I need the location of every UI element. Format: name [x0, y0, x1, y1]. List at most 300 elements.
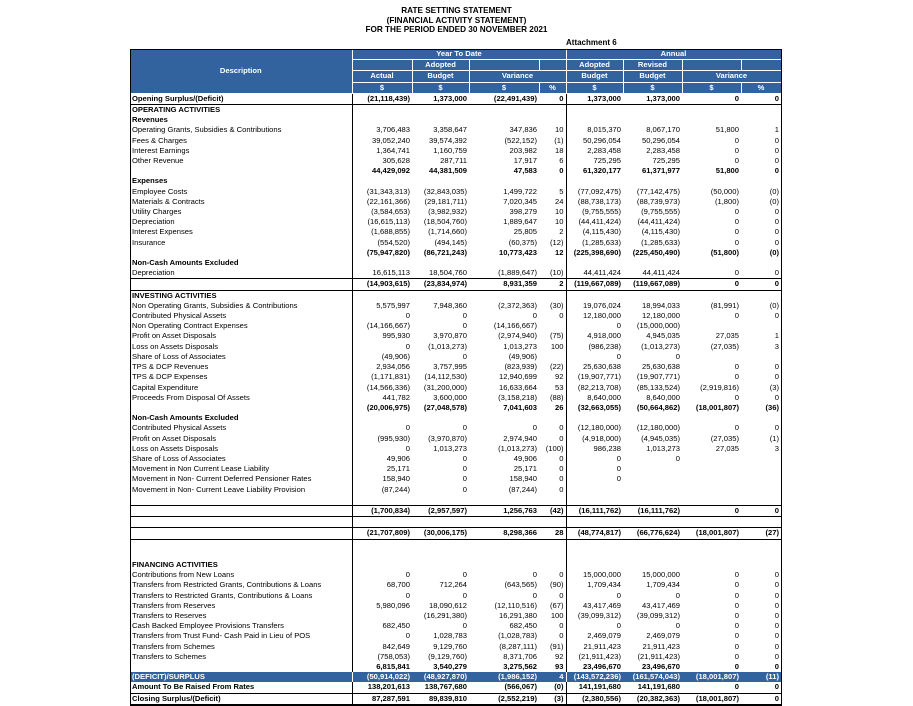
table-cell: (42): [539, 505, 566, 516]
table-cell: 0: [616, 474, 621, 484]
table-cell: (0): [769, 196, 779, 206]
table-row: [130, 672, 781, 682]
table-cell: 87,287,591: [352, 693, 412, 705]
table-cell: [682, 352, 741, 362]
table-cell: 0: [616, 590, 621, 600]
table-cell: 0: [774, 631, 779, 641]
attachment-label: Attachment 6: [566, 38, 617, 47]
annual-revised-label: Revised: [623, 60, 682, 71]
table-cell: 1,028,783: [433, 631, 467, 641]
table-cell: 3,275,562: [503, 661, 537, 671]
table-row: [130, 403, 781, 413]
table-cell: 1,373,000: [623, 93, 682, 104]
table-cell: 3,757,995: [433, 362, 467, 372]
table-cell: 0: [774, 372, 779, 382]
table-cell: [469, 517, 539, 528]
table-cell: (87,244): [508, 484, 537, 494]
row-description: Transfers to Schemes: [130, 652, 352, 662]
table-cell: 44,411,424: [642, 268, 680, 278]
table-row: [130, 279, 781, 290]
col-actual-header: Actual: [352, 71, 412, 82]
row-description: Share of Loss of Associates: [130, 352, 352, 362]
table-cell: 986,238: [593, 443, 621, 453]
unit-dollar: $: [682, 82, 741, 93]
table-cell: [566, 539, 623, 550]
table-cell: (2,974,940): [498, 331, 537, 341]
statement-title: RATE SETTING STATEMENT: [401, 6, 512, 15]
table-cell: [539, 517, 566, 528]
table-cell: [566, 105, 623, 116]
table-cell: [352, 115, 412, 125]
row-description: [130, 166, 352, 176]
col-ytd-header: Year To Date: [352, 49, 566, 60]
table-cell: [539, 413, 566, 423]
table-cell: 7,948,360: [433, 300, 467, 310]
table-cell: 27,035: [715, 331, 739, 341]
table-cell: (12,110,516): [494, 600, 537, 610]
table-cell: 21,911,423: [642, 641, 680, 651]
table-cell: 0: [734, 641, 739, 651]
table-cell: [469, 495, 539, 506]
table-cell: [412, 413, 469, 423]
table-cell: 44,429,092: [371, 166, 410, 176]
table-cell: [412, 539, 469, 550]
row-description: Non-Cash Amounts Excluded: [130, 413, 352, 423]
table-row: [130, 580, 781, 590]
table-cell: 0: [741, 279, 781, 290]
row-description: Other Revenue: [130, 156, 352, 166]
table-cell: 12,180,000: [641, 311, 680, 321]
table-cell: (16,615,113): [367, 217, 410, 227]
table-cell: 47,583: [513, 166, 537, 176]
table-cell: [623, 115, 682, 125]
table-row: [130, 136, 781, 146]
table-cell: (1,285,633): [582, 237, 621, 247]
table-cell: [352, 611, 412, 621]
table-cell: 100: [539, 611, 566, 621]
row-description: [130, 550, 352, 560]
table-cell: [682, 474, 741, 484]
table-cell: (1,028,783): [498, 631, 537, 641]
row-description: Insurance: [130, 238, 352, 248]
table-row: [130, 227, 781, 237]
table-cell: 49,906: [513, 453, 537, 463]
table-cell: [623, 560, 682, 570]
table-cell: [566, 176, 623, 186]
table-cell: 0: [675, 621, 680, 631]
table-cell: 61,320,177: [582, 166, 621, 176]
table-cell: 0: [774, 145, 779, 155]
table-row: [130, 528, 781, 539]
table-cell: 0: [774, 311, 779, 321]
table-cell: (20,006,975): [366, 402, 410, 412]
table-cell: 10: [539, 207, 566, 217]
table-cell: 93: [539, 662, 566, 672]
unit-dollar: $: [566, 82, 623, 93]
table-cell: 92: [539, 372, 566, 382]
table-cell: 0: [734, 621, 739, 631]
row-description: Profit on Asset Disposals: [130, 434, 352, 444]
table-cell: 0: [462, 453, 467, 463]
table-cell: 0: [774, 590, 779, 600]
table-cell: 0: [734, 372, 739, 382]
table-cell: 12,940,699: [498, 372, 537, 382]
table-cell: 50,296,054: [641, 135, 680, 145]
table-cell: 0: [734, 227, 739, 237]
row-description: [130, 539, 352, 550]
table-cell: (66,776,624): [623, 528, 682, 539]
row-description: TPS & DCP Expenses: [130, 372, 352, 382]
table-cell: 2,469,079: [646, 631, 680, 641]
table-cell: 0: [774, 682, 779, 692]
table-cell: 1,013,273: [433, 443, 467, 453]
table-cell: (2,380,556): [566, 693, 623, 705]
table-cell: 25,805: [513, 227, 537, 237]
table-cell: (44,411,424): [578, 217, 621, 227]
row-description: Movement in Non- Current Leave Liability Provision: [130, 485, 352, 495]
statement-period: FOR THE PERIOD ENDED 30 NOVEMBER 2021: [365, 25, 548, 35]
table-cell: [566, 258, 623, 268]
annual-adopted-label: Adopted: [566, 60, 623, 71]
row-description: Transfers from Schemes: [130, 642, 352, 652]
table-cell: (1,889,647): [498, 268, 537, 278]
table-row: [130, 560, 781, 570]
table-row: [130, 258, 781, 268]
table-cell: 16,633,664: [498, 382, 537, 392]
table-cell: [412, 105, 469, 116]
table-cell: [741, 105, 781, 116]
table-cell: 441,782: [382, 392, 410, 402]
table-cell: (823,939): [504, 362, 537, 372]
table-cell: 0: [682, 93, 741, 104]
table-cell: 712,264: [439, 580, 467, 590]
table-cell: 12,180,000: [582, 311, 621, 321]
table-cell: 1,373,000: [566, 93, 623, 104]
table-row: [130, 434, 781, 444]
table-cell: 0: [532, 311, 537, 321]
table-cell: (27,035): [710, 341, 739, 351]
table-row: [130, 464, 781, 474]
table-cell: [623, 464, 682, 474]
table-cell: [469, 115, 539, 125]
table-cell: 0: [774, 570, 779, 580]
table-cell: 1,013,273: [503, 341, 537, 351]
table-cell: (21,911,423): [578, 651, 621, 661]
table-cell: (81,991): [710, 300, 739, 310]
table-cell: 0: [774, 217, 779, 227]
table-cell: (522,152): [504, 135, 537, 145]
table-cell: 4,945,035: [646, 331, 680, 341]
table-cell: [682, 321, 741, 331]
table-row: [130, 290, 781, 301]
table-cell: 4: [539, 672, 566, 682]
table-cell: 0: [734, 682, 739, 692]
table-cell: 7,041,603: [503, 402, 537, 412]
table-cell: (9,755,555): [641, 207, 680, 217]
table-cell: (21,707,809): [352, 528, 412, 539]
table-cell: 0: [774, 641, 779, 651]
table-cell: (4,918,000): [582, 433, 621, 443]
table-cell: 141,191,680: [637, 682, 680, 692]
table-cell: [623, 485, 682, 495]
table-row: [130, 601, 781, 611]
statement-subtitle: (FINANCIAL ACTIVITY STATEMENT): [386, 15, 527, 25]
table-cell: [566, 560, 623, 570]
table-cell: 138,201,613: [367, 682, 410, 692]
table-cell: (75,947,820): [366, 247, 410, 257]
table-cell: 3,970,870: [433, 331, 467, 341]
table-cell: (75): [539, 331, 566, 341]
table-cell: [682, 290, 741, 301]
table-cell: (100): [539, 444, 566, 454]
row-description: FINANCING ACTIVITIES: [130, 560, 352, 570]
col-ytd-budget-header: Budget: [412, 71, 469, 82]
table-cell: (82,213,708): [577, 382, 621, 392]
row-description: Non Operating Grants, Subsidies & Contributions: [130, 301, 352, 311]
table-cell: (50,914,022): [352, 672, 412, 682]
table-row: [130, 362, 781, 372]
table-cell: (9,129,760): [428, 651, 467, 661]
table-cell: 18,504,760: [428, 268, 467, 278]
row-description: INVESTING ACTIVITIES: [130, 290, 352, 301]
row-description: Contributions from New Loans: [130, 570, 352, 580]
table-cell: 0: [616, 621, 621, 631]
table-cell: [539, 495, 566, 506]
table-cell: [566, 115, 623, 125]
table-cell: [412, 258, 469, 268]
table-row: [130, 383, 781, 393]
table-cell: (4,115,430): [641, 227, 680, 237]
table-cell: [623, 517, 682, 528]
table-cell: (49,906): [508, 351, 537, 361]
table-cell: (32,843,035): [423, 186, 467, 196]
table-cell: 1,709,434: [587, 580, 621, 590]
table-row: [130, 176, 781, 186]
table-row: [130, 517, 781, 528]
table-cell: (48,774,817): [566, 528, 623, 539]
table-cell: (14,166,667): [493, 321, 537, 331]
table-cell: 61,371,977: [641, 166, 680, 176]
table-cell: (27,048,578): [423, 402, 467, 412]
row-description: Non Operating Contract Expenses: [130, 321, 352, 331]
table-cell: [352, 105, 412, 116]
table-cell: (758,053): [377, 651, 410, 661]
table-cell: 8,931,359: [469, 279, 539, 290]
table-cell: [566, 495, 623, 506]
table-row: [130, 642, 781, 652]
table-cell: 682,450: [382, 621, 410, 631]
table-cell: (16,111,762): [623, 505, 682, 516]
row-description: Loss on Assets Disposals: [130, 342, 352, 352]
table-cell: 0: [539, 93, 566, 104]
table-cell: (1,714,660): [428, 227, 467, 237]
table-cell: 0: [734, 207, 739, 217]
table-cell: 16,615,113: [372, 268, 410, 278]
table-cell: 8,015,370: [587, 125, 621, 135]
table-cell: (88,739,973): [636, 196, 680, 206]
row-description: Amount To Be Raised From Rates: [130, 682, 352, 693]
table-cell: 25,630,638: [582, 362, 621, 372]
row-description: Utility Charges: [130, 207, 352, 217]
table-cell: [412, 176, 469, 186]
table-cell: 23,496,670: [641, 661, 680, 671]
table-cell: 0: [539, 423, 566, 433]
table-cell: [412, 560, 469, 570]
table-cell: [412, 115, 469, 125]
table-cell: 0: [734, 145, 739, 155]
table-cell: [682, 115, 741, 125]
table-cell: 0: [405, 341, 410, 351]
table-cell: [469, 290, 539, 301]
table-cell: (1,013,273): [641, 341, 680, 351]
table-cell: [539, 560, 566, 570]
table-cell: (0): [539, 682, 566, 693]
table-cell: 3,358,647: [433, 125, 467, 135]
row-description: Transfers from Restricted Grants, Contributions & Loans: [130, 580, 352, 590]
table-cell: 26: [539, 403, 566, 413]
table-cell: (91): [539, 642, 566, 652]
table-cell: (9,755,555): [582, 207, 621, 217]
table-cell: 10,773,423: [498, 247, 537, 257]
table-cell: [469, 105, 539, 116]
table-cell: 141,191,680: [578, 682, 621, 692]
table-row: [130, 621, 781, 631]
table-cell: [539, 258, 566, 268]
row-description: Operating Grants, Subsidies & Contributions: [130, 125, 352, 135]
table-cell: 0: [539, 311, 566, 321]
table-cell: [741, 258, 781, 268]
table-cell: [682, 464, 741, 474]
table-cell: (77,092,475): [577, 186, 621, 196]
table-cell: (18,504,760): [423, 217, 467, 227]
table-cell: 25,171: [386, 464, 410, 474]
table-cell: (1): [539, 136, 566, 146]
table-cell: 2,283,458: [587, 145, 621, 155]
row-description: [130, 662, 352, 672]
table-cell: [741, 352, 781, 362]
table-cell: 0: [734, 610, 739, 620]
table-row: [130, 268, 781, 279]
row-description: [130, 495, 352, 506]
table-cell: (18,001,807): [695, 402, 739, 412]
table-cell: [682, 560, 741, 570]
table-cell: 7,020,345: [503, 196, 537, 206]
table-cell: [741, 115, 781, 125]
row-description: Interest Earnings: [130, 146, 352, 156]
table-cell: [623, 258, 682, 268]
table-cell: 0: [462, 464, 467, 474]
table-row: [130, 570, 781, 580]
row-description: Fees & Charges: [130, 136, 352, 146]
table-cell: [741, 517, 781, 528]
table-cell: [566, 517, 623, 528]
table-cell: 39,052,240: [371, 135, 410, 145]
table-cell: (18,001,807): [682, 672, 741, 682]
table-cell: [539, 105, 566, 116]
table-cell: [412, 517, 469, 528]
row-description: Transfers from Reserves: [130, 601, 352, 611]
statement-header: [0, 6, 913, 35]
table-cell: (143,572,236): [566, 672, 623, 682]
table-cell: 0: [774, 207, 779, 217]
table-cell: (30,006,175): [412, 528, 469, 539]
row-description: Contributed Physical Assets: [130, 311, 352, 321]
table-cell: (20,382,363): [623, 693, 682, 705]
table-cell: 0: [734, 661, 739, 671]
col-annual-revised-header: Budget: [623, 71, 682, 82]
table-cell: (22): [539, 362, 566, 372]
table-cell: (1,013,273): [498, 443, 537, 453]
table-cell: [623, 474, 682, 484]
table-cell: 6,815,841: [376, 661, 410, 671]
table-row: [130, 105, 781, 116]
table-cell: 0: [734, 590, 739, 600]
table-cell: 0: [734, 268, 739, 278]
table-cell: (50,000): [710, 186, 739, 196]
table-cell: 0: [462, 621, 467, 631]
table-cell: [566, 413, 623, 423]
table-cell: (12): [539, 238, 566, 248]
table-cell: 5: [539, 187, 566, 197]
table-cell: (494,145): [434, 237, 467, 247]
table-cell: 8,371,706: [503, 651, 537, 661]
table-cell: 16,291,380: [498, 610, 537, 620]
table-cell: 8,067,170: [646, 125, 680, 135]
table-cell: 0: [462, 570, 467, 580]
table-cell: 25,630,638: [641, 362, 680, 372]
table-row: [130, 217, 781, 227]
table-cell: (3): [539, 693, 566, 705]
table-cell: [682, 258, 741, 268]
table-cell: (2,372,363): [498, 300, 537, 310]
table-cell: 398,279: [509, 207, 537, 217]
table-cell: 0: [774, 237, 779, 247]
table-cell: (14,566,336): [366, 382, 410, 392]
table-cell: 0: [774, 610, 779, 620]
table-cell: [412, 290, 469, 301]
table-cell: [741, 539, 781, 550]
table-cell: (3,970,870): [428, 433, 467, 443]
table-cell: 25,171: [513, 464, 537, 474]
table-cell: [539, 539, 566, 550]
row-description: Employee Costs: [130, 187, 352, 197]
table-cell: (48,927,870): [412, 672, 469, 682]
table-cell: 19,076,024: [582, 300, 621, 310]
table-cell: (10): [539, 268, 566, 279]
table-cell: (1,285,633): [641, 237, 680, 247]
table-cell: 6: [539, 156, 566, 166]
table-cell: 8,640,000: [646, 392, 680, 402]
table-cell: 0: [405, 570, 410, 580]
table-cell: [623, 176, 682, 186]
table-cell: (0): [769, 186, 779, 196]
table-cell: 49,906: [386, 453, 410, 463]
table-cell: [469, 560, 539, 570]
row-description: TPS & DCP Revenues: [130, 362, 352, 372]
table-cell: 0: [734, 423, 739, 433]
table-cell: 3,600,000: [433, 392, 467, 402]
table-cell: 24: [539, 197, 566, 207]
table-row: [130, 238, 781, 248]
table-cell: [741, 485, 781, 495]
table-cell: 0: [675, 351, 680, 361]
table-cell: 0: [774, 392, 779, 402]
ytd-adopted-label: Adopted: [412, 60, 469, 71]
table-cell: [352, 517, 412, 528]
table-cell: 0: [462, 351, 467, 361]
table-cell: (14,112,530): [424, 372, 467, 382]
table-cell: (49,906): [381, 351, 410, 361]
